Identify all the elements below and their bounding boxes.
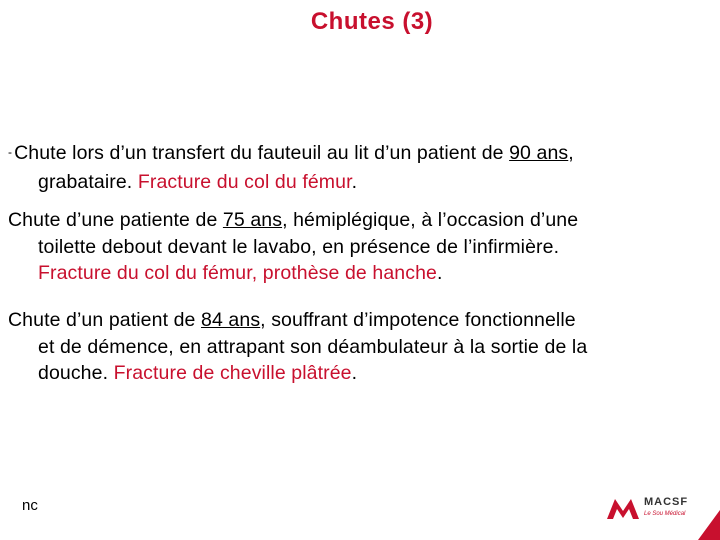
case-2-line-3: Fracture du col du fémur, prothèse de hanche. — [38, 262, 443, 284]
case-3-line-3: douche. Fracture de cheville plâtrée. — [38, 362, 358, 384]
case-2-outcome: Fracture du col du fémur, prothèse de hanche — [38, 262, 437, 284]
case-3-line-1: Chute d’un patient de 84 ans, souffrant d’impotence fonctionnelle — [8, 309, 576, 331]
logo-name: MACSF — [644, 496, 689, 508]
age-90: 90 ans — [509, 142, 569, 164]
bullet-dash: - — [8, 145, 13, 159]
author-initials: nc — [22, 497, 38, 514]
case-2-line-1: Chute d’une patiente de 75 ans, hémiplégique, à l’occasion d’une — [8, 209, 579, 231]
case-3-line-2: et de démence, en attrapant son déambulateur à la sortie de la — [38, 335, 588, 358]
case-1 — [8, 140, 708, 195]
case-2 — [8, 207, 708, 287]
logo-tagline: Le Sou Médical — [644, 511, 686, 517]
age-75: 75 ans — [222, 209, 283, 231]
case-3-outcome: Fracture de cheville plâtrée — [113, 362, 352, 384]
case-1-line-2: grabataire. Fracture du col du fémur. — [38, 170, 358, 193]
age-84: 84 ans — [201, 309, 261, 331]
case-1-outcome: Fracture du col du fémur — [137, 170, 352, 193]
macsf-m-icon — [606, 495, 640, 521]
case-3 — [8, 307, 708, 387]
case-2-line-2: toilette debout devant le lavabo, en présence de l’infirmière. — [38, 235, 560, 258]
corner-accent — [698, 510, 720, 540]
slide-title: Chutes (3) — [310, 8, 434, 35]
case-1-line-1: - Chute lors d’un transfert du fauteuil au lit d’un patient de 90 ans, — [8, 142, 574, 164]
